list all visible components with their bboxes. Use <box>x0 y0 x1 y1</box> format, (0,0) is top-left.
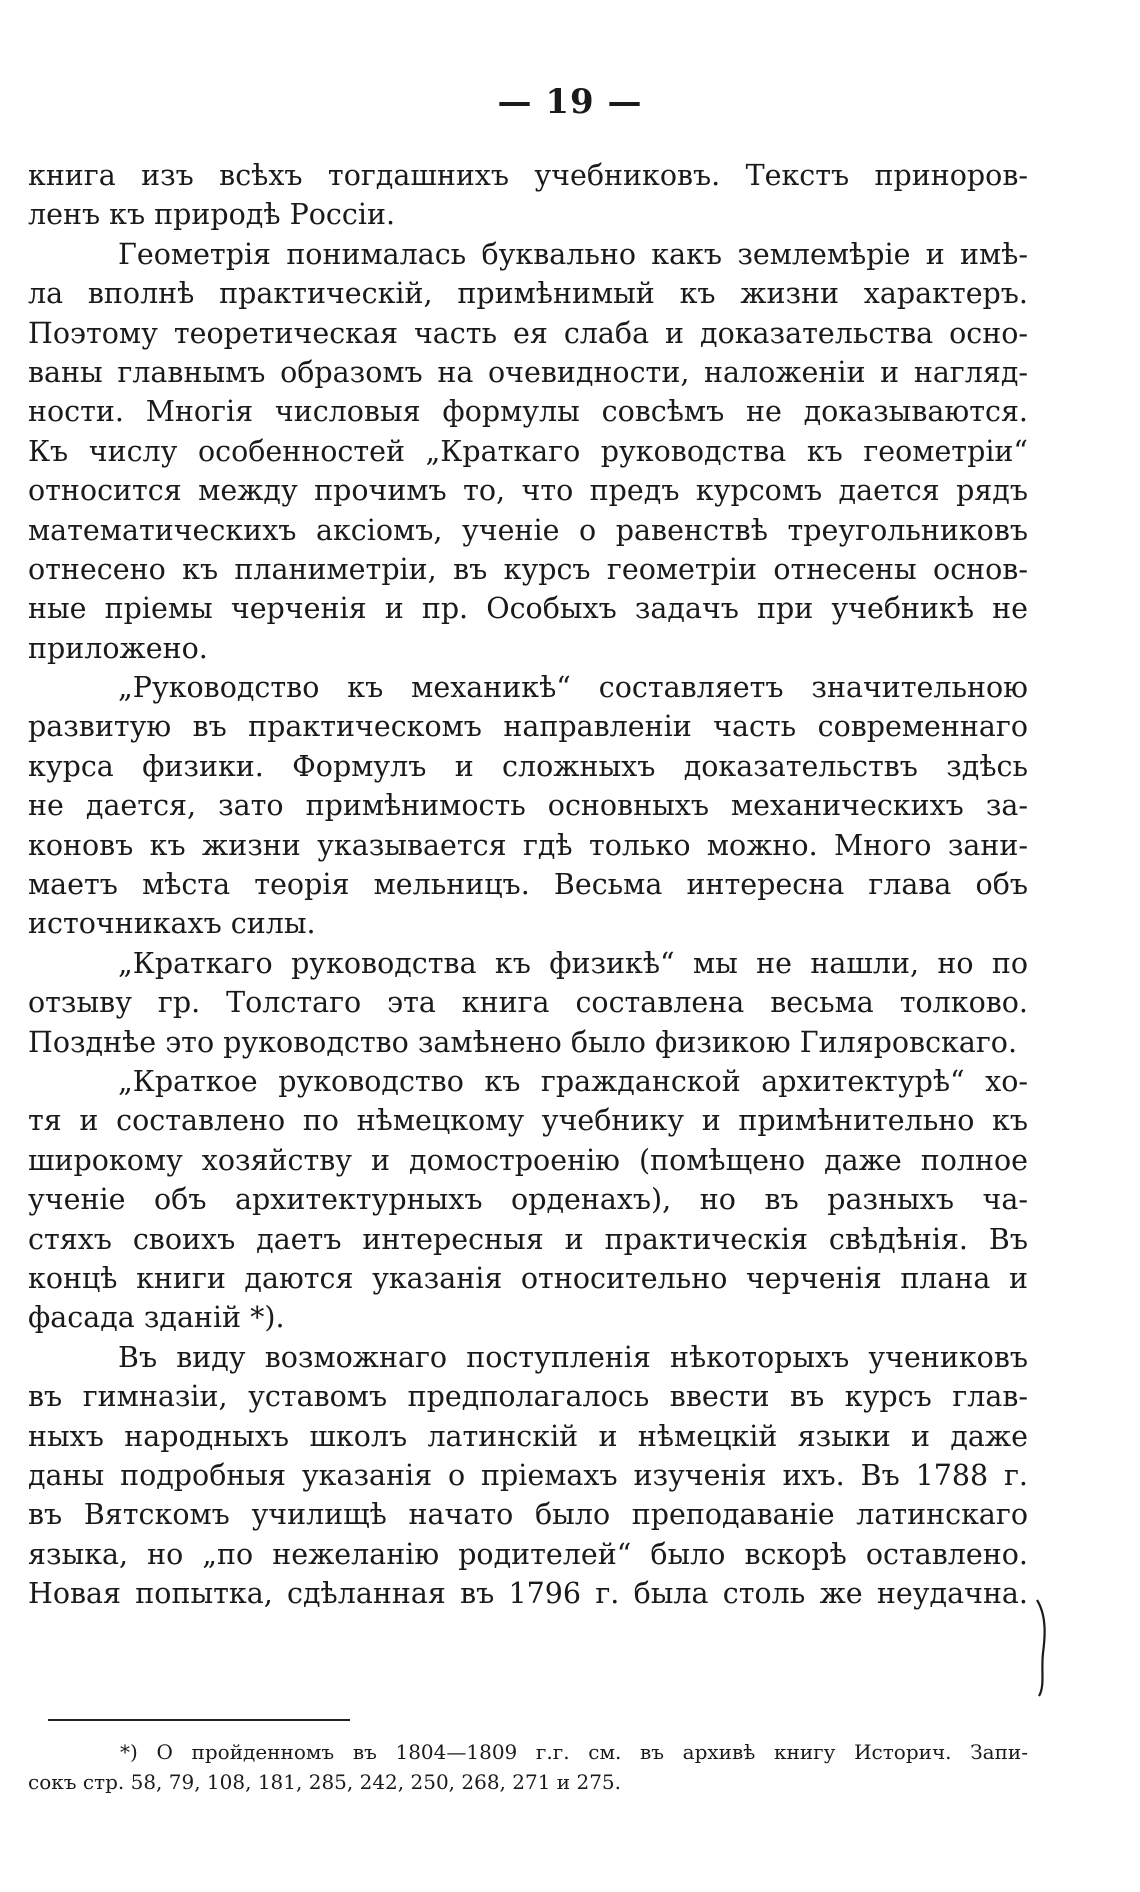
text-line: языка, но „по нежеланію родителей“ было вскорѣ оставлено. <box>28 1537 1028 1571</box>
text-line: источникахъ силы. <box>28 907 316 941</box>
text-line: не дается, зато примѣнимость основныхъ механическихъ за- <box>28 789 1028 823</box>
text-line: книга изъ всѣхъ тогдашнихъ учебниковъ. Текстъ приноров- <box>28 159 1028 192</box>
text-line: развитую въ практическомъ направленіи часть современнаго <box>28 710 1028 744</box>
text-line: ла вполнѣ практическій, примѣнимый къ жизни характеръ. <box>28 277 1028 311</box>
text-line: отнесено къ планиметріи, въ курсъ геометріи отнесены основ- <box>28 552 1028 586</box>
text-line: даны подробныя указанія о пріемахъ изученія ихъ. Въ 1788 г. <box>28 1458 1028 1492</box>
text-line: „Руководство къ механикѣ“ составляетъ значительною <box>118 671 1028 705</box>
text-line: коновъ къ жизни указывается гдѣ только можно. Много зани- <box>28 828 1028 862</box>
page-number: — 19 — <box>497 82 643 122</box>
text-line: ные пріемы черченія и пр. Особыхъ задачъ при учебникѣ не <box>28 592 1028 626</box>
text-line: маетъ мѣста теорія мельницъ. Весьма интересна глава объ <box>28 868 1028 902</box>
text-line: широкому хозяйству и домостроенію (помѣщено даже полное <box>28 1143 1028 1177</box>
text-line: тя и составлено по нѣмецкому учебнику и примѣнительно къ <box>28 1104 1028 1138</box>
margin-bracket-mark <box>1033 1598 1053 1698</box>
text-line: въ гимназіи, уставомъ предполагалось ввести въ курсъ глав- <box>28 1380 1028 1414</box>
text-line: Геометрія понималась буквально какъ землемѣріе и имѣ- <box>118 237 1028 271</box>
text-line: Новая попытка, сдѣланная въ 1796 г. была столь же неудачна. <box>28 1577 1028 1611</box>
footnote-line: сокъ стр. 58, 79, 108, 181, 285, 242, 250, 268, 271 и 275. <box>28 1770 622 1794</box>
text-line: Къ числу особенностей „Краткаго руководства къ геометріи“ <box>28 434 1028 468</box>
text-line: математическихъ аксіомъ, ученіе о равенствѣ треугольниковъ <box>28 513 1028 547</box>
footnote-divider <box>48 1719 350 1721</box>
text-line: относится между прочимъ то, что предъ курсомъ дается рядъ <box>28 474 1028 508</box>
footnote <box>28 1737 1028 1797</box>
text-line: ныхъ народныхъ школъ латинскій и нѣмецкій языки и даже <box>28 1419 1028 1453</box>
text-line: Позднѣе это руководство замѣнено было физикою Гиляровскаго. <box>28 1025 1018 1059</box>
text-line: стяхъ своихъ даетъ интересныя и практическія свѣдѣнія. Въ <box>28 1222 1028 1256</box>
main-text <box>28 156 1028 1613</box>
text-line: „Краткое руководство къ гражданской архитектурѣ“ хо- <box>118 1064 1028 1098</box>
footnote-line: *) О пройденномъ въ 1804—1809 г.г. см. въ архивѣ книгу Историч. Запи- <box>120 1740 1028 1764</box>
text-line: концѣ книги даются указанія относительно черченія плана и <box>28 1261 1028 1295</box>
text-line: ученіе объ архитектурныхъ орденахъ), но въ разныхъ ча- <box>28 1183 1028 1217</box>
text-line: фасада зданій *). <box>28 1301 285 1335</box>
text-line: отзыву гр. Толстаго эта книга составлена весьма толково. <box>28 986 1028 1020</box>
text-line: ленъ къ природѣ Россіи. <box>28 198 396 232</box>
text-line: ваны главнымъ образомъ на очевидности, наложеніи и нагляд- <box>28 355 1028 389</box>
text-line: въ Вятскомъ училищѣ начато было преподаваніе латинскаго <box>28 1498 1028 1532</box>
text-line: „Краткаго руководства къ физикѣ“ мы не нашли, но по <box>118 946 1028 980</box>
text-line: приложено. <box>28 631 208 665</box>
text-line: Въ виду возможнаго поступленія нѣкоторыхъ учениковъ <box>118 1340 1028 1374</box>
text-line: курса физики. Формулъ и сложныхъ доказательствъ здѣсь <box>28 749 1028 783</box>
text-line: ности. Многія числовыя формулы совсѣмъ не доказываются. <box>28 395 1028 429</box>
text-line: Поэтому теоретическая часть ея слаба и доказательства осно- <box>28 316 1028 350</box>
